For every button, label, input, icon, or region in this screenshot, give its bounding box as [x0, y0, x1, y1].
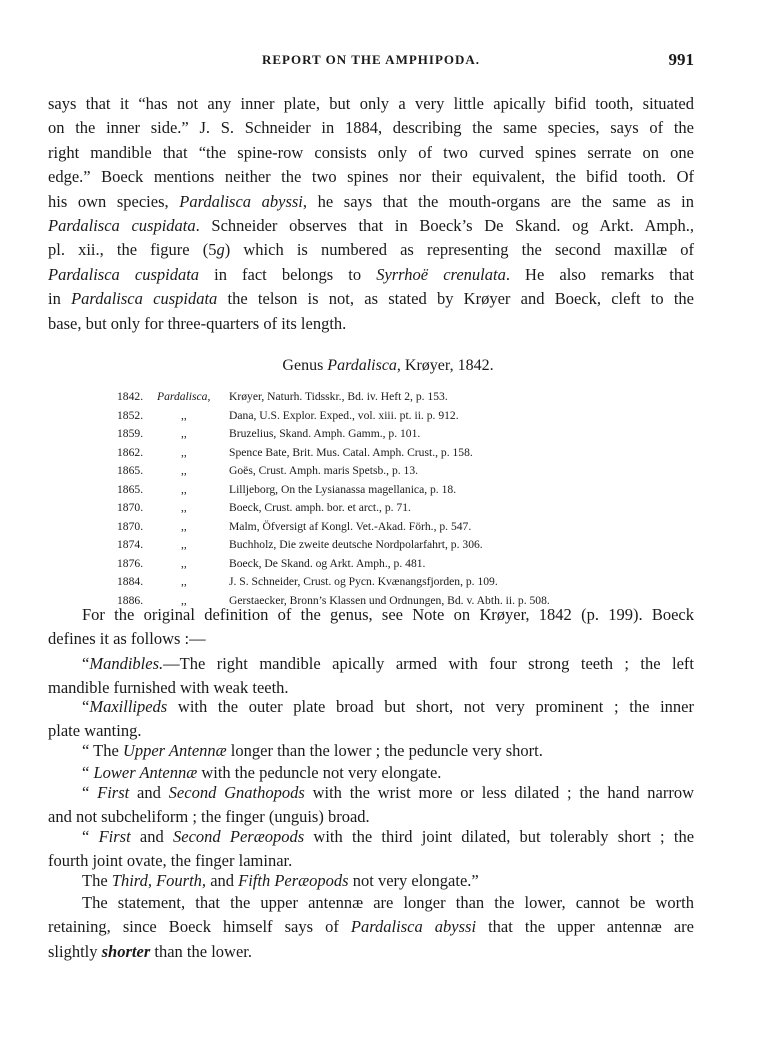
- species-name: Pardalisca cuspidata: [48, 216, 196, 236]
- quote-mandibles: [48, 652, 694, 701]
- synonymy-row: 1862. ,, Spence Bate, Brit. Mus. Catal. Amph. Crust., p. 158.: [117, 445, 473, 459]
- quote-peraeopods: [48, 825, 694, 874]
- text-line: slightly shorter than the lower.: [48, 941, 252, 961]
- text-line: “ First and Second Gnathopods with the wrist more or less dilated ; the hand narrow: [82, 783, 694, 802]
- synonymy-row: 1870. ,, Boeck, Crust. amph. bor. et arct., p. 71.: [117, 501, 411, 514]
- synonymy-row: 1865. ,, Goës, Crust. Amph. maris Spetsb., p. 13.: [117, 464, 419, 477]
- text-line: base, but only for three-quarters of its length.: [48, 313, 347, 333]
- text-line: The statement, that the upper antennæ are longer than the lower, cannot be worth: [82, 893, 694, 912]
- definition-intro: [48, 603, 694, 652]
- species-name: Syrrhoë crenulata: [376, 264, 506, 284]
- quote-upper-antennae: [48, 739, 694, 763]
- text-line: mandible furnished with weak teeth.: [48, 678, 289, 698]
- synonymy-row: 1842. Pardalisca, Krøyer, Naturh. Tidsskr., Bd. iv. Heft 2, p. 153.: [117, 390, 448, 403]
- opening-paragraph: [48, 92, 694, 336]
- text-line: edge.” Boeck mentions neither the two spines nor their equivalent, the bifid tooth. Of: [48, 167, 694, 187]
- text-line: “Maxillipeds with the outer plate broad but short, not very prominent ; the inner: [82, 697, 694, 716]
- text-line: pl. xii., the figure (5g) which is numbered as representing the second maxillæ of: [48, 240, 694, 260]
- text-line: in Pardalisca cuspidata the telson is not, as stated by Krøyer and Boeck, cleft to the: [48, 289, 694, 309]
- text-line: Pardalisca cuspidata. Schneider observes that in Boeck’s De Skand. og Arkt. Amph.,: [48, 216, 695, 236]
- closing-paragraph: [48, 891, 694, 964]
- text-line: The Third, Fourth, and Fifth Peræopods not very elongate.”: [82, 871, 479, 890]
- synonymy-row: 1870. ,, Malm, Öfversigt af Kongl. Vet.-Akad. Förh., p. 547.: [117, 519, 472, 533]
- text-line: retaining, since Boeck himself says of Pardalisca abyssi that the upper antennæ are: [48, 917, 694, 937]
- quote-later-peraeopods: [48, 869, 694, 893]
- text-line: fourth joint ovate, the finger laminar.: [48, 851, 293, 871]
- page-number: 991: [668, 50, 694, 69]
- synonymy-row: 1859. ,, Bruzelius, Skand. Amph. Gamm., p. 101.: [117, 427, 421, 440]
- running-head: [48, 52, 694, 72]
- text-line: “ Lower Antennæ with the peduncle not very elongate.: [82, 763, 442, 782]
- synonymy-row: 1884. ,, J. S. Schneider, Crust. og Pycn. Kvænangsfjorden, p. 109.: [117, 575, 498, 588]
- species-name: Pardalisca abyssi: [179, 191, 303, 211]
- species-name: Pardalisca abyssi: [350, 917, 477, 937]
- text-line: “ First and Second Peræopods with the third joint dilated, but tolerably short ; the: [82, 827, 695, 846]
- genus-name: Pardalisca: [327, 357, 397, 374]
- text-line: says that it “has not any inner plate, but only a very little apically bifid tooth, situated: [48, 94, 694, 113]
- synonymy-list: [117, 388, 677, 610]
- text-line: his own species, Pardalisca abyssi, he says that the mouth-organs are the same as in: [48, 191, 694, 211]
- species-name: Pardalisca cuspidata: [71, 289, 218, 309]
- text-line: on the inner side.” J. S. Schneider in 1884, describing the same species, says of the: [48, 118, 694, 138]
- synonymy-row: 1874. ,, Buchholz, Die zweite deutsche Nordpolarfahrt, p. 306.: [117, 538, 483, 551]
- text-line: “Mandibles.—The right mandible apically armed with four strong teeth ; the left: [82, 654, 694, 673]
- genus-heading: Genus Pardalisca, Krøyer, 1842.: [282, 357, 494, 374]
- species-name: Pardalisca cuspidata: [48, 264, 200, 284]
- text-line: defines it as follows :—: [48, 629, 206, 649]
- quote-gnathopods: [48, 781, 694, 830]
- quote-maxillipeds: [48, 695, 694, 744]
- synonymy-row: 1865. ,, Lilljeborg, On the Lysianassa magellanica, p. 18.: [117, 482, 457, 496]
- running-title: REPORT ON THE AMPHIPODA.: [261, 52, 481, 67]
- text-line: right mandible that “the spine-row consists only of two curved spines serrate on one: [48, 142, 694, 162]
- text-line: For the original definition of the genus, see Note on Krøyer, 1842 (p. 199). Boeck: [82, 605, 694, 624]
- text-line: and not subcheliform ; the finger (unguis) broad.: [48, 807, 370, 827]
- text-line: Pardalisca cuspidata in fact belongs to Syrrhoë crenulata. He also remarks that: [48, 264, 694, 284]
- text-line: “ The Upper Antennæ longer than the lower ; the peduncle very short.: [82, 741, 543, 760]
- synonymy-row: 1876. ,, Boeck, De Skand. og Arkt. Amph., p. 481.: [117, 556, 426, 570]
- text-line: plate wanting.: [48, 721, 142, 741]
- synonymy-row: 1886. ,, Gerstaecker, Bronn’s Klassen und Ordnungen, Bd. v. Abth. ii. p. 508.: [117, 593, 550, 607]
- synonymy-row: 1852. ,, Dana, U.S. Explor. Exped., vol. xiii. pt. ii. p. 912.: [117, 408, 459, 422]
